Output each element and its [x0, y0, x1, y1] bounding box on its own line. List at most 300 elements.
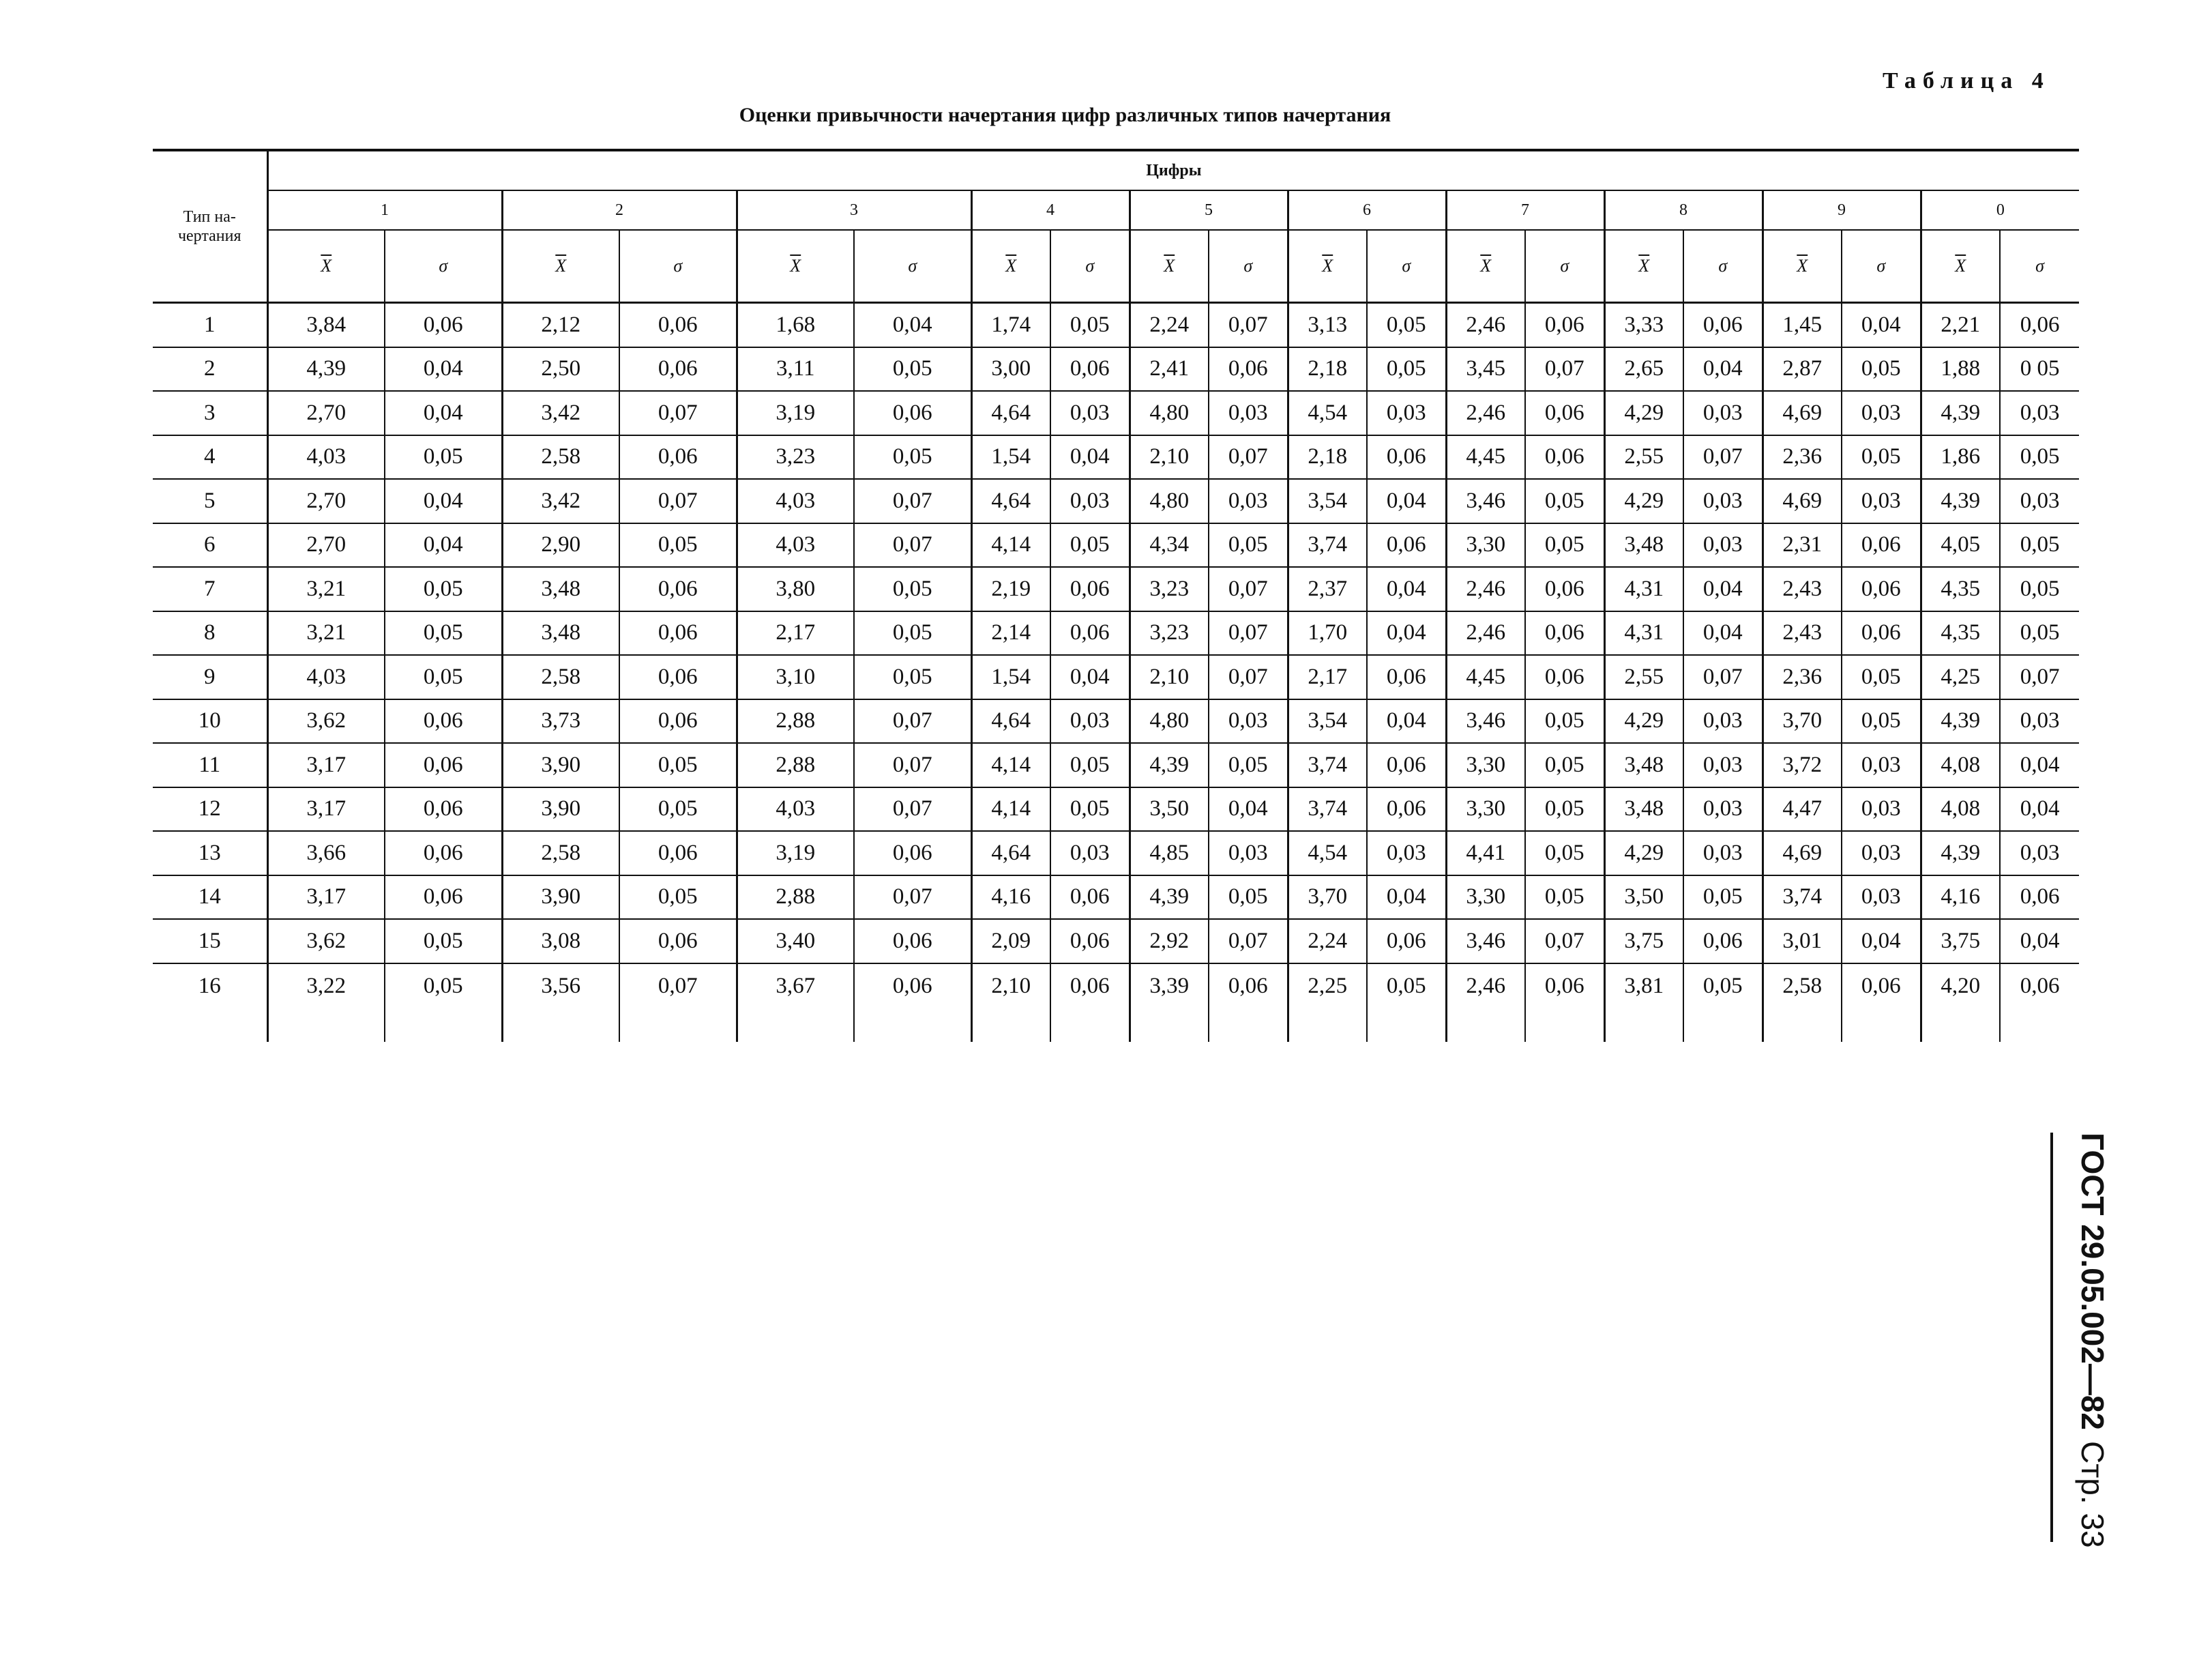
mean-symbol: $\overline{X}$ — [321, 256, 332, 276]
sigma-cell: 0,03 — [1209, 831, 1288, 875]
mean-cell: 1,68 — [737, 303, 854, 347]
sigma-cell: 0,03 — [1683, 391, 1763, 435]
sigma-cell: 0,04 — [385, 391, 502, 435]
page-title — [0, 104, 2212, 127]
mean-cell: 2,37 — [1288, 567, 1367, 611]
mean-cell: 2,43 — [1763, 567, 1842, 611]
sigma-cell: 0,05 — [619, 523, 737, 568]
type-cell: 2 — [153, 347, 267, 392]
mean-header — [1921, 230, 2000, 303]
sigma-cell: 0,07 — [854, 523, 971, 568]
sigma-cell: 0,03 — [1683, 699, 1763, 744]
sigma-cell: 0,06 — [1525, 391, 1604, 435]
digits-group-header: Цифры — [267, 150, 2079, 190]
sigma-cell: 0,05 — [1525, 787, 1604, 832]
sigma-cell: 0,03 — [1842, 479, 1921, 523]
mean-cell: 3,45 — [1446, 347, 1525, 392]
sigma-cell: 0,04 — [1367, 875, 1446, 920]
sigma-cell: 0,03 — [1842, 831, 1921, 875]
mean-symbol: $\overline{X}$ — [1164, 256, 1175, 276]
mean-cell: 4,54 — [1288, 831, 1367, 875]
sigma-cell: 0,06 — [385, 831, 502, 875]
sigma-cell: 0,04 — [1367, 479, 1446, 523]
digit-header-7: 7 — [1446, 190, 1604, 230]
mean-cell: 4,45 — [1446, 655, 1525, 699]
sigma-cell: 0,07 — [619, 391, 737, 435]
sigma-cell: 0,06 — [385, 303, 502, 347]
sigma-cell: 0,03 — [1367, 391, 1446, 435]
mean-cell: 3,30 — [1446, 875, 1525, 920]
mean-cell: 3,75 — [1604, 919, 1683, 963]
sigma-cell: 0,05 — [619, 743, 737, 787]
table-row — [153, 655, 2079, 699]
mean-cell: 2,70 — [267, 479, 385, 523]
mean-cell: 4,05 — [1921, 523, 2000, 568]
sigma-cell: 0,05 — [2000, 611, 2079, 656]
sigma-cell: 0,06 — [1050, 919, 1130, 963]
side-footer — [2050, 1133, 2114, 1548]
sigma-cell: 0,03 — [1050, 699, 1130, 744]
table-row — [153, 787, 2079, 832]
mean-header — [971, 230, 1050, 303]
mean-cell: 3,39 — [1130, 963, 1209, 1042]
mean-header — [1130, 230, 1209, 303]
sigma-cell: 0,07 — [854, 479, 971, 523]
mean-cell: 3,75 — [1921, 919, 2000, 963]
sigma-cell: 0,03 — [2000, 699, 2079, 744]
sigma-cell: 0,06 — [1367, 435, 1446, 480]
mean-cell: 4,16 — [1921, 875, 2000, 920]
sigma-cell: 0,06 — [1525, 655, 1604, 699]
sigma-cell: 0,04 — [854, 303, 971, 347]
table-row — [153, 831, 2079, 875]
mean-cell: 3,48 — [1604, 523, 1683, 568]
mean-cell: 3,08 — [502, 919, 619, 963]
mean-cell: 2,55 — [1604, 655, 1683, 699]
sigma-cell: 0,06 — [619, 347, 737, 392]
header-row-subcolumns — [153, 230, 2079, 303]
mean-cell: 1,70 — [1288, 611, 1367, 656]
sigma-cell: 0,03 — [1050, 479, 1130, 523]
sigma-cell: 0,06 — [385, 875, 502, 920]
mean-cell: 4,64 — [971, 391, 1050, 435]
type-cell: 3 — [153, 391, 267, 435]
type-cell: 11 — [153, 743, 267, 787]
mean-cell: 4,20 — [1921, 963, 2000, 1042]
mean-cell: 3,62 — [267, 919, 385, 963]
sigma-cell: 0,06 — [1525, 963, 1604, 1042]
sigma-cell: 0,06 — [385, 787, 502, 832]
sigma-cell: 0,06 — [1050, 963, 1130, 1042]
sigma-cell: 0,05 — [1525, 479, 1604, 523]
mean-cell: 3,19 — [737, 831, 854, 875]
sigma-cell: 0,07 — [854, 875, 971, 920]
mean-cell: 3,66 — [267, 831, 385, 875]
sigma-cell: 0,06 — [385, 699, 502, 744]
sigma-cell: 0,06 — [619, 699, 737, 744]
mean-cell: 2,21 — [1921, 303, 2000, 347]
sigma-cell: 0,06 — [1683, 303, 1763, 347]
digit-header-4: 4 — [971, 190, 1130, 230]
sigma-cell: 0,07 — [1209, 567, 1288, 611]
mean-cell: 4,39 — [1130, 875, 1209, 920]
mean-cell: 3,17 — [267, 787, 385, 832]
mean-cell: 2,31 — [1763, 523, 1842, 568]
mean-cell: 2,92 — [1130, 919, 1209, 963]
sigma-cell: 0,03 — [1209, 699, 1288, 744]
digit-header-6: 6 — [1288, 190, 1446, 230]
mean-cell: 2,10 — [1130, 435, 1209, 480]
sigma-cell: 0,05 — [854, 347, 971, 392]
sigma-header: σ — [1525, 230, 1604, 303]
sigma-cell: 0,05 — [854, 435, 971, 480]
mean-cell: 3,30 — [1446, 787, 1525, 832]
type-cell: 9 — [153, 655, 267, 699]
mean-cell: 3,30 — [1446, 743, 1525, 787]
mean-cell: 2,58 — [1763, 963, 1842, 1042]
sigma-cell: 0,05 — [1050, 523, 1130, 568]
mean-cell: 4,80 — [1130, 699, 1209, 744]
mean-cell: 2,43 — [1763, 611, 1842, 656]
sigma-cell: 0,06 — [619, 919, 737, 963]
sigma-cell: 0,04 — [1842, 303, 1921, 347]
mean-symbol: $\overline{X}$ — [790, 256, 801, 276]
mean-cell: 2,88 — [737, 699, 854, 744]
mean-cell: 2,18 — [1288, 435, 1367, 480]
mean-cell: 3,48 — [1604, 743, 1683, 787]
sigma-cell: 0,06 — [1842, 963, 1921, 1042]
mean-cell: 3,10 — [737, 655, 854, 699]
type-column-header: Тип на-чертания — [153, 150, 267, 303]
mean-cell: 3,81 — [1604, 963, 1683, 1042]
sigma-cell: 0,06 — [1525, 611, 1604, 656]
sigma-cell: 0,06 — [2000, 303, 2079, 347]
mean-cell: 4,64 — [971, 831, 1050, 875]
sigma-cell: 0,06 — [2000, 963, 2079, 1042]
sigma-cell: 0,07 — [1209, 655, 1288, 699]
sigma-cell: 0,06 — [2000, 875, 2079, 920]
digit-header-0: 0 — [1921, 190, 2079, 230]
sigma-cell: 0,06 — [1209, 963, 1288, 1042]
mean-cell: 4,16 — [971, 875, 1050, 920]
sigma-cell: 0,07 — [1209, 611, 1288, 656]
mean-cell: 2,24 — [1130, 303, 1209, 347]
sigma-cell: 0,05 — [1367, 963, 1446, 1042]
sigma-cell: 0,04 — [1683, 611, 1763, 656]
mean-symbol: $\overline{X}$ — [1005, 256, 1017, 276]
sigma-cell: 0,06 — [1367, 919, 1446, 963]
type-cell: 16 — [153, 963, 267, 1042]
mean-symbol: $\overline{X}$ — [1322, 256, 1333, 276]
mean-cell: 3,40 — [737, 919, 854, 963]
type-cell: 12 — [153, 787, 267, 832]
mean-cell: 4,45 — [1446, 435, 1525, 480]
mean-cell: 4,29 — [1604, 831, 1683, 875]
mean-cell: 3,46 — [1446, 479, 1525, 523]
mean-symbol: $\overline{X}$ — [1638, 256, 1650, 276]
sigma-cell: 0,03 — [1842, 787, 1921, 832]
type-cell: 14 — [153, 875, 267, 920]
sigma-cell: 0,05 — [1209, 743, 1288, 787]
sigma-cell: 0,03 — [2000, 831, 2079, 875]
sigma-cell: 0,05 — [1050, 787, 1130, 832]
sigma-cell: 0,05 — [854, 567, 971, 611]
page-number: Стр. 33 — [2075, 1441, 2110, 1548]
mean-cell: 4,29 — [1604, 699, 1683, 744]
mean-header — [267, 230, 385, 303]
mean-cell: 4,08 — [1921, 743, 2000, 787]
table-row — [153, 435, 2079, 480]
sigma-cell: 0,04 — [385, 347, 502, 392]
mean-cell: 3,56 — [502, 963, 619, 1042]
mean-symbol: $\overline{X}$ — [555, 256, 567, 276]
sigma-cell: 0,05 — [2000, 435, 2079, 480]
sigma-cell: 0,06 — [854, 919, 971, 963]
mean-cell: 3,42 — [502, 479, 619, 523]
mean-cell: 3,67 — [737, 963, 854, 1042]
sigma-cell: 0,06 — [1050, 611, 1130, 656]
mean-cell: 4,39 — [1921, 831, 2000, 875]
mean-cell: 3,33 — [1604, 303, 1683, 347]
sigma-cell: 0,04 — [2000, 919, 2079, 963]
mean-cell: 4,25 — [1921, 655, 2000, 699]
digit-header-2: 2 — [502, 190, 737, 230]
sigma-cell: 0,05 — [385, 919, 502, 963]
mean-cell: 3,00 — [971, 347, 1050, 392]
mean-cell: 3,72 — [1763, 743, 1842, 787]
mean-cell: 4,69 — [1763, 391, 1842, 435]
sigma-cell: 0,06 — [1525, 435, 1604, 480]
mean-cell: 4,85 — [1130, 831, 1209, 875]
sigma-header: σ — [1050, 230, 1130, 303]
table-row — [153, 743, 2079, 787]
sigma-cell: 0,05 — [854, 655, 971, 699]
sigma-cell: 0,05 — [385, 963, 502, 1042]
mean-cell: 1,45 — [1763, 303, 1842, 347]
mean-cell: 3,17 — [267, 743, 385, 787]
sigma-cell: 0,05 — [1525, 699, 1604, 744]
sigma-cell: 0,05 — [1050, 303, 1130, 347]
table-row — [153, 567, 2079, 611]
sigma-cell: 0,05 — [1367, 303, 1446, 347]
mean-cell: 3,74 — [1288, 743, 1367, 787]
mean-cell: 1,74 — [971, 303, 1050, 347]
sigma-cell: 0,05 — [385, 435, 502, 480]
mean-cell: 3,90 — [502, 787, 619, 832]
digit-header-8: 8 — [1604, 190, 1763, 230]
mean-cell: 4,29 — [1604, 479, 1683, 523]
mean-cell: 2,36 — [1763, 655, 1842, 699]
mean-cell: 3,62 — [267, 699, 385, 744]
sigma-cell: 0,05 — [1209, 875, 1288, 920]
sigma-cell: 0,05 — [1525, 523, 1604, 568]
mean-cell: 3,46 — [1446, 699, 1525, 744]
sigma-cell: 0,05 — [385, 567, 502, 611]
sigma-cell: 0,04 — [385, 523, 502, 568]
mean-cell: 3,54 — [1288, 479, 1367, 523]
mean-cell: 4,14 — [971, 787, 1050, 832]
sigma-cell: 0,05 — [1842, 347, 1921, 392]
sigma-cell: 0,03 — [1683, 831, 1763, 875]
mean-cell: 3,50 — [1130, 787, 1209, 832]
sigma-cell: 0,07 — [1209, 303, 1288, 347]
sigma-cell: 0,07 — [1209, 435, 1288, 480]
mean-cell: 3,54 — [1288, 699, 1367, 744]
sigma-cell: 0,05 — [1842, 699, 1921, 744]
mean-cell: 3,50 — [1604, 875, 1683, 920]
sigma-cell: 0,04 — [1367, 567, 1446, 611]
sigma-cell: 0,06 — [619, 303, 737, 347]
mean-cell: 3,74 — [1288, 787, 1367, 832]
sigma-cell: 0,05 — [385, 655, 502, 699]
sigma-cell: 0,06 — [619, 567, 737, 611]
sigma-header: σ — [385, 230, 502, 303]
sigma-cell: 0,06 — [619, 435, 737, 480]
mean-cell: 4,35 — [1921, 567, 2000, 611]
table-label: Таблица 4 — [1883, 68, 2050, 93]
mean-cell: 4,47 — [1763, 787, 1842, 832]
sigma-cell: 0,03 — [1842, 743, 1921, 787]
mean-cell: 1,54 — [971, 655, 1050, 699]
type-cell: 7 — [153, 567, 267, 611]
type-cell: 13 — [153, 831, 267, 875]
mean-cell: 1,54 — [971, 435, 1050, 480]
mean-cell: 2,46 — [1446, 303, 1525, 347]
mean-cell: 3,22 — [267, 963, 385, 1042]
sigma-cell: 0,07 — [619, 479, 737, 523]
mean-cell: 4,39 — [1921, 699, 2000, 744]
mean-cell: 3,84 — [267, 303, 385, 347]
mean-cell: 3,17 — [267, 875, 385, 920]
sigma-header: σ — [1842, 230, 1921, 303]
mean-cell: 3,74 — [1763, 875, 1842, 920]
mean-cell: 4,64 — [971, 699, 1050, 744]
sigma-cell: 0,04 — [385, 479, 502, 523]
sigma-cell: 0,06 — [1209, 347, 1288, 392]
mean-cell: 4,31 — [1604, 567, 1683, 611]
sigma-cell: 0,03 — [2000, 479, 2079, 523]
sigma-header: σ — [2000, 230, 2079, 303]
sigma-cell: 0,03 — [1050, 831, 1130, 875]
mean-cell: 3,23 — [737, 435, 854, 480]
type-cell: 1 — [153, 303, 267, 347]
type-cell: 5 — [153, 479, 267, 523]
mean-cell: 3,01 — [1763, 919, 1842, 963]
mean-cell: 4,69 — [1763, 479, 1842, 523]
table-row — [153, 347, 2079, 392]
data-table — [153, 149, 2079, 1042]
mean-cell: 1,88 — [1921, 347, 2000, 392]
sigma-cell: 0,05 — [854, 611, 971, 656]
mean-cell: 3,46 — [1446, 919, 1525, 963]
sigma-cell: 0,06 — [619, 611, 737, 656]
digit-header-1: 1 — [267, 190, 502, 230]
type-cell: 10 — [153, 699, 267, 744]
sigma-cell: 0,04 — [1842, 919, 1921, 963]
digit-header-5: 5 — [1130, 190, 1288, 230]
sigma-cell: 0,06 — [1525, 303, 1604, 347]
sigma-cell: 0,04 — [2000, 743, 2079, 787]
mean-cell: 2,46 — [1446, 963, 1525, 1042]
digit-header-3: 3 — [737, 190, 971, 230]
sigma-cell: 0,07 — [854, 787, 971, 832]
sigma-cell: 0 05 — [2000, 347, 2079, 392]
mean-cell: 2,24 — [1288, 919, 1367, 963]
sigma-cell: 0,05 — [1209, 523, 1288, 568]
type-cell: 8 — [153, 611, 267, 656]
mean-cell: 2,17 — [1288, 655, 1367, 699]
mean-cell: 2,88 — [737, 875, 854, 920]
header-row-digits-label — [153, 150, 2079, 190]
mean-header — [1446, 230, 1525, 303]
mean-cell: 2,58 — [502, 831, 619, 875]
mean-cell: 2,12 — [502, 303, 619, 347]
sigma-cell: 0,05 — [2000, 523, 2079, 568]
sigma-cell: 0,07 — [1525, 919, 1604, 963]
sigma-cell: 0,07 — [1525, 347, 1604, 392]
mean-cell: 4,03 — [267, 435, 385, 480]
type-cell: 6 — [153, 523, 267, 568]
sigma-cell: 0,07 — [1683, 435, 1763, 480]
mean-cell: 3,90 — [502, 743, 619, 787]
mean-cell: 4,03 — [737, 479, 854, 523]
sigma-cell: 0,06 — [1367, 523, 1446, 568]
mean-cell: 4,03 — [267, 655, 385, 699]
sigma-header: σ — [854, 230, 971, 303]
mean-cell: 2,65 — [1604, 347, 1683, 392]
table-row — [153, 303, 2079, 347]
mean-cell: 3,21 — [267, 611, 385, 656]
sigma-cell: 0,05 — [619, 875, 737, 920]
sigma-cell: 0,05 — [1842, 655, 1921, 699]
sigma-cell: 0,05 — [1050, 743, 1130, 787]
mean-cell: 3,11 — [737, 347, 854, 392]
sigma-cell: 0,05 — [619, 787, 737, 832]
mean-cell: 2,46 — [1446, 567, 1525, 611]
mean-cell: 4,39 — [1921, 479, 2000, 523]
sigma-cell: 0,04 — [1209, 787, 1288, 832]
sigma-cell: 0,04 — [1367, 699, 1446, 744]
mean-cell: 2,70 — [267, 391, 385, 435]
mean-cell: 2,55 — [1604, 435, 1683, 480]
sigma-cell: 0,03 — [2000, 391, 2079, 435]
sigma-cell: 0,05 — [2000, 567, 2079, 611]
mean-cell: 3,23 — [1130, 611, 1209, 656]
sigma-cell: 0,04 — [1683, 347, 1763, 392]
mean-cell: 3,23 — [1130, 567, 1209, 611]
mean-cell: 3,70 — [1288, 875, 1367, 920]
mean-header — [502, 230, 619, 303]
page-title-text: Оценки привычности начертания цифр различных типов начертания — [739, 104, 1391, 126]
mean-cell: 2,10 — [1130, 655, 1209, 699]
mean-cell: 2,58 — [502, 655, 619, 699]
mean-cell: 3,80 — [737, 567, 854, 611]
mean-cell: 4,31 — [1604, 611, 1683, 656]
mean-cell: 4,03 — [737, 787, 854, 832]
mean-cell: 4,08 — [1921, 787, 2000, 832]
mean-cell: 1,86 — [1921, 435, 2000, 480]
sigma-cell: 0,04 — [1683, 567, 1763, 611]
sigma-cell: 0,05 — [1683, 963, 1763, 1042]
mean-cell: 4,14 — [971, 523, 1050, 568]
sigma-cell: 0,03 — [1842, 391, 1921, 435]
sigma-cell: 0,06 — [619, 655, 737, 699]
mean-cell: 4,41 — [1446, 831, 1525, 875]
sigma-cell: 0,06 — [1367, 655, 1446, 699]
mean-cell: 4,14 — [971, 743, 1050, 787]
sigma-cell: 0,05 — [1842, 435, 1921, 480]
table-row — [153, 391, 2079, 435]
